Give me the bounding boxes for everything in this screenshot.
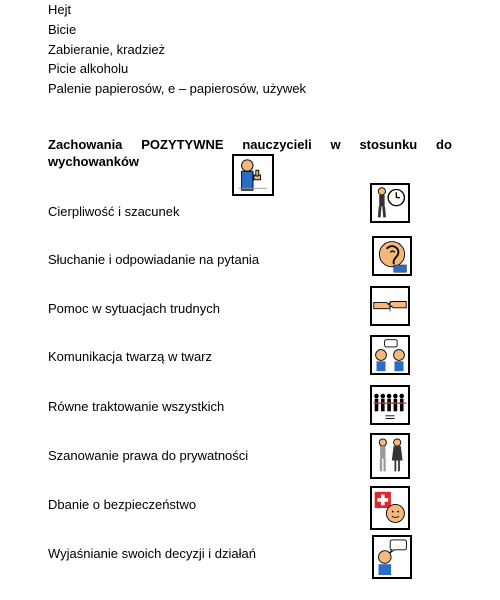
person-clock-icon [370, 183, 410, 223]
first-aid-icon [370, 486, 410, 530]
list-item-theft: Zabieranie, kradzież [48, 42, 166, 57]
heading-word: POZYTYWNE [141, 137, 224, 152]
ear-listening-icon [372, 236, 412, 276]
item-label-listening: Słuchanie i odpowiadanie na pytania [48, 252, 260, 267]
heading-line2: wychowanków [48, 154, 140, 169]
list-item-smoking: Palenie papierosów, e – papierosów, używek [48, 81, 306, 96]
item-label-equal: Równe traktowanie wszystkich [48, 399, 225, 414]
item-label-privacy: Szanowanie prawa do prywatności [48, 448, 249, 463]
heading-word: w [330, 137, 341, 152]
explaining-person-icon [372, 535, 412, 579]
item-label-help: Pomoc w sytuacjach trudnych [48, 301, 220, 316]
teacher-thumbs-up-icon [232, 154, 274, 196]
list-item-hitting: Bicie [48, 22, 77, 37]
privacy-people-icon [370, 433, 410, 479]
group-of-people-icon [370, 385, 410, 425]
heading-word: stosunku [359, 137, 418, 152]
item-label-explain: Wyjaśnianie swoich decyzji i działań [48, 546, 256, 561]
face-to-face-icon [370, 335, 410, 375]
item-label-face: Komunikacja twarzą w twarz [48, 349, 212, 364]
list-item-hate: Hejt [48, 2, 72, 17]
heading-word: do [436, 137, 452, 152]
heading-word: nauczycieli [242, 137, 312, 152]
heading-word: Zachowania [48, 137, 123, 152]
list-item-alcohol: Picie alkoholu [48, 61, 129, 76]
helping-hands-icon [370, 286, 410, 326]
item-label-safety: Dbanie o bezpieczeństwo [48, 497, 197, 512]
item-label-patience: Cierpliwość i szacunek [48, 204, 180, 219]
